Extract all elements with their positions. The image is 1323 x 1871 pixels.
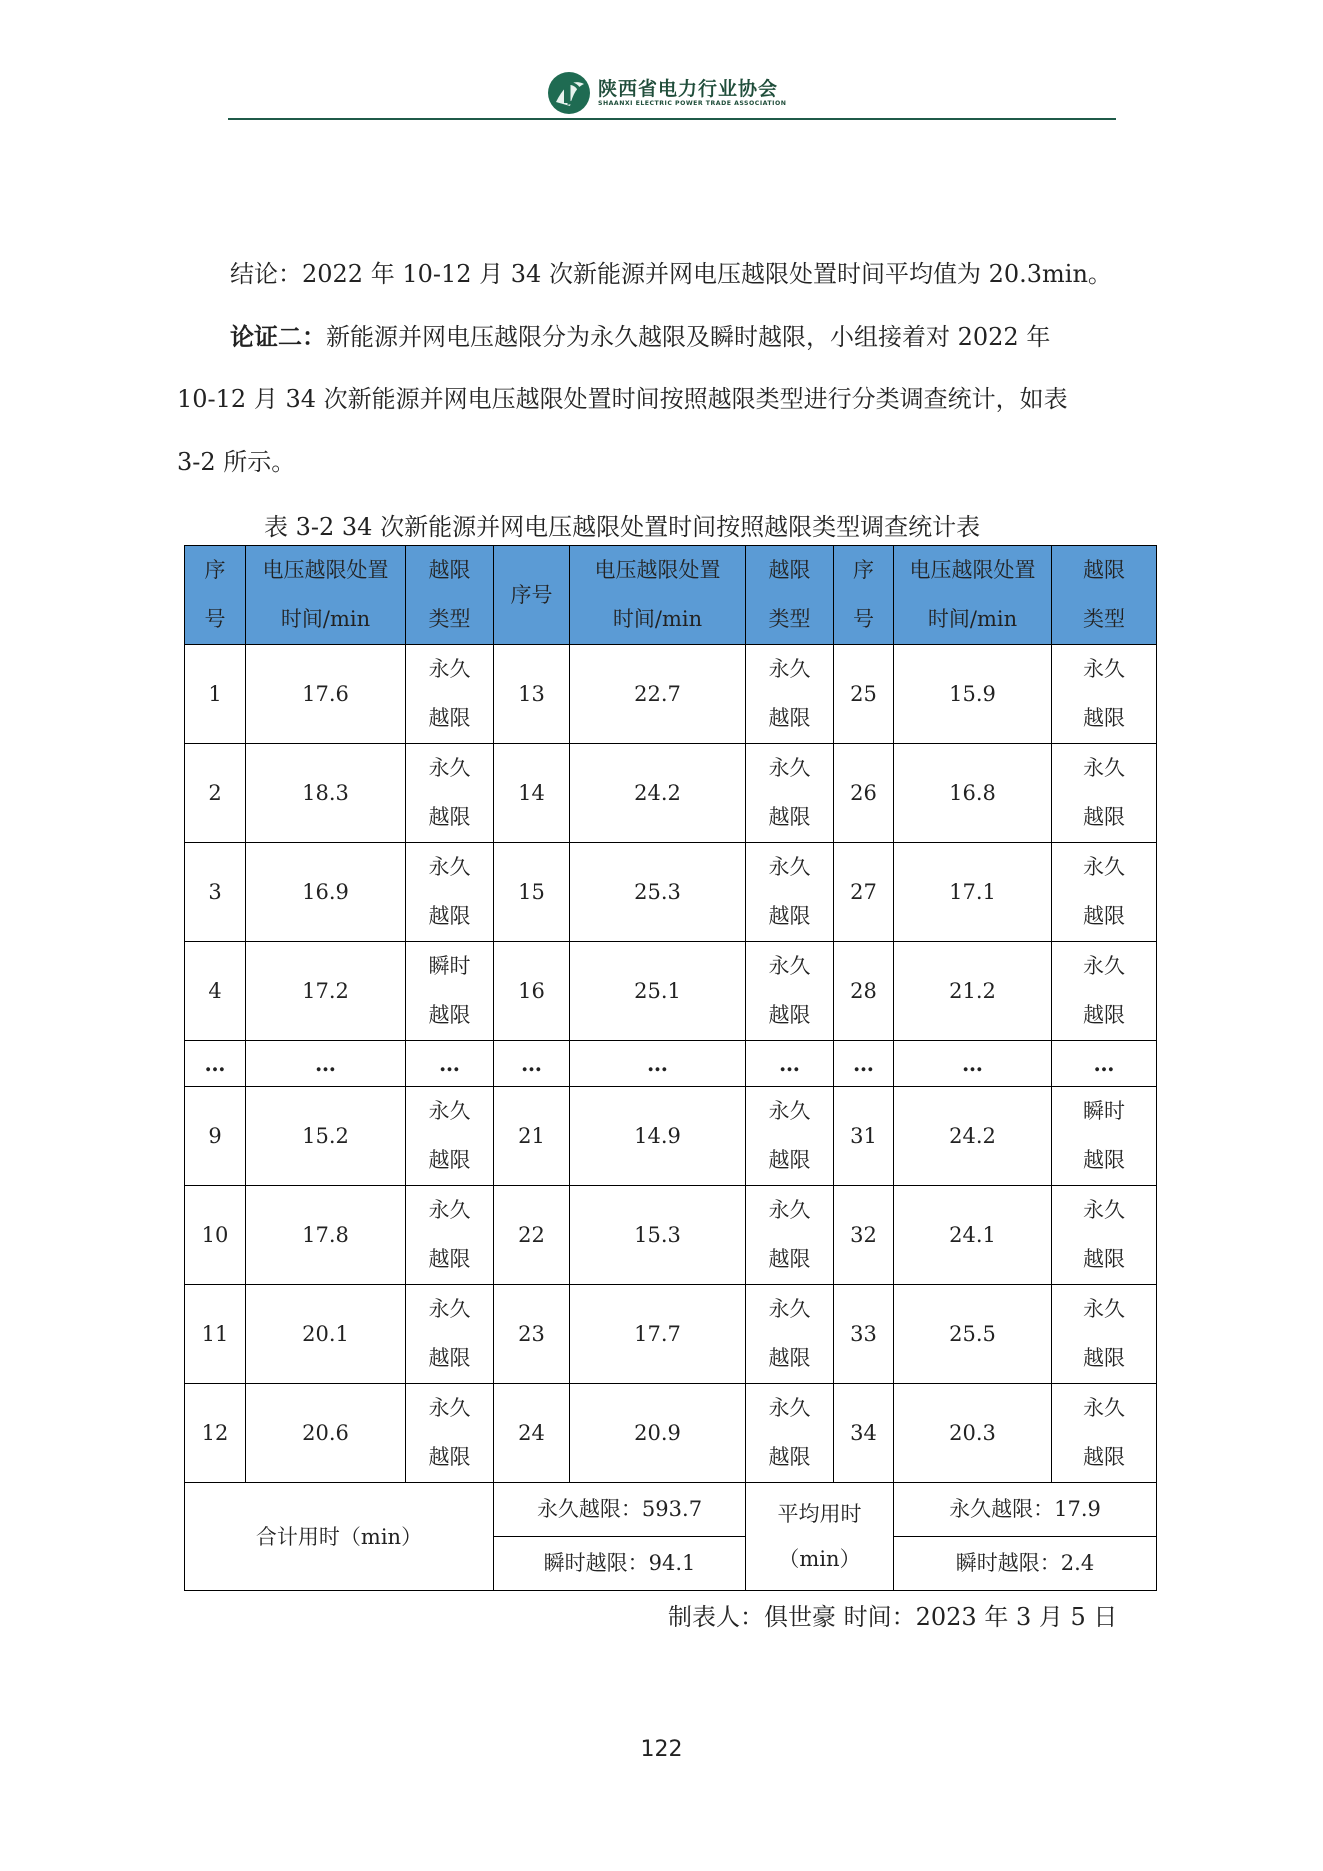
table-maker-note: 制表人：俱世豪 时间：2023 年 3 月 5 日: [668, 1603, 1118, 1631]
cell-type: 瞬时越限: [1052, 1087, 1157, 1186]
cell-seq: 11: [185, 1285, 246, 1384]
cell-ellipsis: …: [494, 1041, 570, 1087]
cell-type: 永久越限: [406, 1384, 494, 1483]
table-row: [185, 1087, 1157, 1186]
cell-seq: 2: [185, 744, 246, 843]
cell-type: 永久越限: [1052, 1285, 1157, 1384]
statistics-table: [184, 545, 1157, 1591]
argument-text-line1: 新能源并网电压越限分为永久越限及瞬时越限，小组接着对 2022 年: [326, 323, 1051, 351]
cell-type: 永久越限: [1052, 1384, 1157, 1483]
cell-type: 永久越限: [746, 1285, 834, 1384]
cell-time: 15.9: [894, 645, 1052, 744]
argument-paragraph-line1: [230, 322, 1050, 352]
total-permanent: 永久越限：593.7: [494, 1483, 746, 1537]
cell-type: 永久越限: [406, 1285, 494, 1384]
cell-ellipsis: …: [1052, 1041, 1157, 1087]
cell-time: 17.2: [246, 942, 406, 1041]
cell-type: 永久越限: [1052, 645, 1157, 744]
cell-seq: 25: [834, 645, 894, 744]
total-instant: 瞬时越限：94.1: [494, 1537, 746, 1591]
header-time: 电压越限处置时间/min: [570, 546, 746, 645]
table-caption: 表 3-2 34 次新能源并网电压越限处置时间按照越限类型调查统计表: [264, 513, 981, 541]
cell-ellipsis: …: [570, 1041, 746, 1087]
cell-seq: 26: [834, 744, 894, 843]
argument-paragraph-line3: 3-2 所示。: [177, 448, 296, 476]
cell-type: 永久越限: [406, 1087, 494, 1186]
table-row: [185, 1384, 1157, 1483]
cell-ellipsis: …: [834, 1041, 894, 1087]
table-row: [185, 1186, 1157, 1285]
header-type: 越限类型: [406, 546, 494, 645]
average-label-line1: 平均用时: [777, 1501, 862, 1526]
cell-type: 永久越限: [746, 843, 834, 942]
cell-time: 15.3: [570, 1186, 746, 1285]
table-row: [185, 942, 1157, 1041]
cell-seq: 1: [185, 645, 246, 744]
argument-label: 论证二：: [230, 322, 326, 351]
argument-paragraph-line2: 10-12 月 34 次新能源并网电压越限处置时间按照越限类型进行分类调查统计，如表: [177, 385, 1068, 413]
association-logo: [546, 70, 786, 116]
cell-time: 25.5: [894, 1285, 1052, 1384]
cell-type: 永久越限: [746, 942, 834, 1041]
cell-time: 17.1: [894, 843, 1052, 942]
cell-time: 16.9: [246, 843, 406, 942]
cell-seq: 15: [494, 843, 570, 942]
cell-time: 20.6: [246, 1384, 406, 1483]
cell-seq: 4: [185, 942, 246, 1041]
cell-type: 永久越限: [746, 1186, 834, 1285]
cell-type: 永久越限: [1052, 843, 1157, 942]
header-divider: [228, 118, 1116, 120]
cell-seq: 3: [185, 843, 246, 942]
header-seq: 序号: [185, 546, 246, 645]
cell-time: 22.7: [570, 645, 746, 744]
header-type: 越限类型: [746, 546, 834, 645]
cell-type: 永久越限: [1052, 942, 1157, 1041]
cell-ellipsis: …: [746, 1041, 834, 1087]
table-row: [185, 744, 1157, 843]
cell-seq: 14: [494, 744, 570, 843]
cell-time: 25.3: [570, 843, 746, 942]
cell-time: 20.3: [894, 1384, 1052, 1483]
cell-time: 14.9: [570, 1087, 746, 1186]
cell-seq: 28: [834, 942, 894, 1041]
cell-seq: 31: [834, 1087, 894, 1186]
header-time: 电压越限处置时间/min: [894, 546, 1052, 645]
cell-seq: 10: [185, 1186, 246, 1285]
cell-ellipsis: …: [185, 1041, 246, 1087]
cell-time: 20.9: [570, 1384, 746, 1483]
average-time-label: [746, 1483, 894, 1591]
association-name-en: SHAANXI ELECTRIC POWER TRADE ASSOCIATION: [598, 100, 787, 107]
cell-seq: 13: [494, 645, 570, 744]
cell-seq: 33: [834, 1285, 894, 1384]
cell-seq: 12: [185, 1384, 246, 1483]
association-emblem-icon: [546, 70, 592, 116]
total-time-label: 合计用时（min）: [185, 1483, 494, 1591]
summary-row-permanent: [185, 1483, 1157, 1537]
cell-seq: 27: [834, 843, 894, 942]
cell-time: 18.3: [246, 744, 406, 843]
cell-seq: 9: [185, 1087, 246, 1186]
average-label-line2: （min）: [778, 1546, 861, 1571]
cell-time: 17.7: [570, 1285, 746, 1384]
header-seq: 序号: [834, 546, 894, 645]
cell-type: 永久越限: [746, 1087, 834, 1186]
cell-time: 20.1: [246, 1285, 406, 1384]
table-header-row: [185, 546, 1157, 645]
cell-type: 永久越限: [746, 1384, 834, 1483]
page-number: 122: [640, 1737, 683, 1762]
table-row: [185, 645, 1157, 744]
cell-seq: 16: [494, 942, 570, 1041]
cell-seq: 23: [494, 1285, 570, 1384]
cell-time: 24.1: [894, 1186, 1052, 1285]
cell-time: 21.2: [894, 942, 1052, 1041]
conclusion-paragraph: 结论：2022 年 10-12 月 34 次新能源并网电压越限处置时间平均值为 20.3min。: [230, 260, 1112, 288]
header-seq: 序号: [494, 546, 570, 645]
average-instant: 瞬时越限：2.4: [894, 1537, 1157, 1591]
cell-type: 永久越限: [406, 1186, 494, 1285]
average-permanent: 永久越限：17.9: [894, 1483, 1157, 1537]
cell-seq: 22: [494, 1186, 570, 1285]
header-type: 越限类型: [1052, 546, 1157, 645]
cell-time: 15.2: [246, 1087, 406, 1186]
cell-seq: 24: [494, 1384, 570, 1483]
cell-ellipsis: …: [894, 1041, 1052, 1087]
cell-time: 25.1: [570, 942, 746, 1041]
cell-ellipsis: …: [406, 1041, 494, 1087]
cell-time: 17.6: [246, 645, 406, 744]
cell-seq: 34: [834, 1384, 894, 1483]
cell-time: 17.8: [246, 1186, 406, 1285]
header-time: 电压越限处置时间/min: [246, 546, 406, 645]
cell-ellipsis: …: [246, 1041, 406, 1087]
page-header: [228, 62, 1116, 124]
cell-type: 永久越限: [1052, 744, 1157, 843]
cell-type: 永久越限: [406, 843, 494, 942]
cell-type: 永久越限: [406, 645, 494, 744]
cell-seq: 32: [834, 1186, 894, 1285]
cell-type: 永久越限: [1052, 1186, 1157, 1285]
cell-type: 瞬时越限: [406, 942, 494, 1041]
table-row: [185, 1285, 1157, 1384]
cell-time: 24.2: [570, 744, 746, 843]
association-name-cn: 陕西省电力行业协会: [598, 78, 779, 100]
table-row: [185, 843, 1157, 942]
cell-seq: 21: [494, 1087, 570, 1186]
cell-type: 永久越限: [746, 744, 834, 843]
cell-type: 永久越限: [406, 744, 494, 843]
cell-time: 24.2: [894, 1087, 1052, 1186]
table-row-ellipsis: [185, 1041, 1157, 1087]
cell-type: 永久越限: [746, 645, 834, 744]
cell-time: 16.8: [894, 744, 1052, 843]
